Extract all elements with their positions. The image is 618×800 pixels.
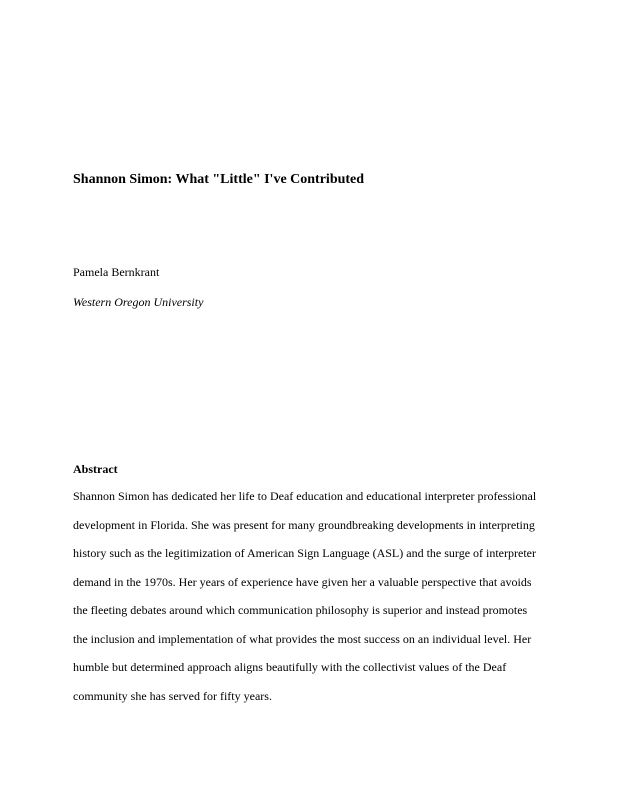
paper-title: Shannon Simon: What "Little" I've Contributed [73, 172, 365, 187]
abstract-line: demand in the 1970s. Her years of experience have given her a valuable perspective that avoids [73, 574, 532, 589]
abstract-line: humble but determined approach aligns beautifully with the collectivist values of the Deaf [73, 660, 507, 674]
author-name: Pamela Bernkrant [73, 265, 160, 279]
abstract-line: Shannon Simon has dedicated her life to Deaf education and educational interpreter professional [73, 489, 537, 503]
abstract-line: development in Florida. She was present for many groundbreaking developments in interpreting [73, 517, 535, 532]
abstract-heading: Abstract [73, 462, 118, 476]
abstract-line: the fleeting debates around which communication philosophy is superior and instead promotes [73, 603, 528, 617]
abstract-line: history such as the legitimization of American Sign Language (ASL) and the surge of interpreter [73, 546, 536, 560]
abstract-line: community she has served for fifty years. [73, 688, 272, 703]
abstract-body [73, 488, 553, 716]
abstract-line: the inclusion and implementation of what provides the most success on an individual level. Her [73, 631, 532, 646]
author-affiliation: Western Oregon University [73, 295, 204, 309]
